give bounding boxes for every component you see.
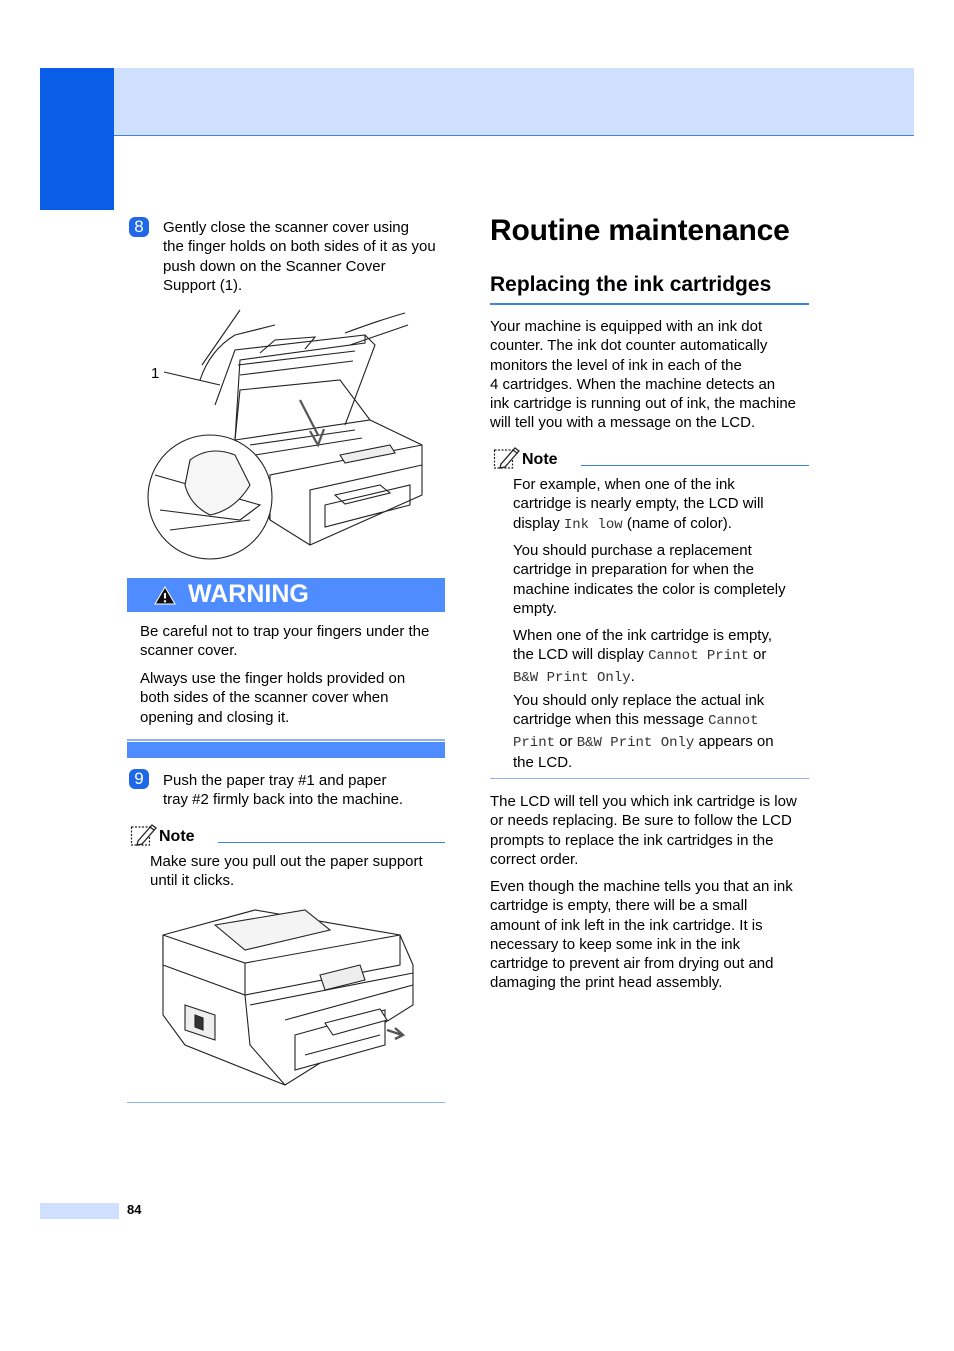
note-para-1: For example, when one of the ink cartridge is nearly empty, the LCD will display Ink low (name of color). [513,476,764,533]
printer-illustration [155,905,420,1090]
step-8-badge: 8 [129,217,149,237]
step-9-text: Push the paper tray #1 and paper tray #2 firmly back into the machine. [163,772,404,809]
note-text: Make sure you pull out the paper support until it clicks. [150,853,423,890]
note-para-4: You should only replace the actual ink cartridge when this message Cannot Print or B&W Print Only appears on the LCD. [513,692,774,771]
intro-paragraph: Your machine is equipped with an ink dot counter. The ink dot counter automatically monitors the level of ink in each of the 4 cartridges. When the machine detects an ink cartridge is running out of ink, the machine will tell you with a message on the LCD. [490,318,796,432]
page-title: Routine maintenance [490,214,790,247]
warning-bar [127,578,445,612]
note-para-3: When one of the ink cartridge is empty, the LCD will display Cannot Print or B&W Print Only. [513,627,773,686]
section-title-rule [490,303,809,305]
step-8-text: Gently close the scanner cover using the finger holds on both sides of it as you push down on the Scanner Cover Support (1). [163,219,436,294]
warning-para-1: Be careful not to trap your fingers under the scanner cover. [140,623,430,660]
note-para-2: You should purchase a replacement cartridge in preparation for when the machine indicates the color is completely empty. [513,542,786,617]
note-pencil-icon [493,446,521,470]
chapter-tab [40,68,114,210]
warning-title: WARNING [188,580,309,608]
warning-triangle-icon [154,586,176,605]
note-rule [218,842,445,843]
note-label: Note [159,828,195,845]
warning-end-rule [127,739,445,741]
scanner-cover-illustration [140,305,440,565]
note-end-rule [490,778,809,779]
footer-bar [40,1203,119,1219]
page-number: 84 [127,1202,142,1217]
left-bottom-rule [127,1102,445,1103]
lcd-paragraph: The LCD will tell you which ink cartridge is low or needs replacing. Be sure to follow the LCD prompts to replace the ink cartridges in the correct order. [490,793,797,868]
step-9-badge: 9 [129,769,149,789]
warning-end-bar [127,742,445,758]
section-title: Replacing the ink cartridges [490,273,772,296]
warning-para-2: Always use the finger holds provided on both sides of the scanner cover when opening and closing it. [140,670,406,726]
note-rule [581,465,809,466]
header-band [40,68,914,136]
note-pencil-icon [130,823,158,847]
ink-left-paragraph: Even though the machine tells you that an ink cartridge is empty, there will be a small amount of ink left in the ink cartridge. It is necessary to keep some ink in the ink cartridge to prevent air from drying out and damaging the print head assembly. [490,878,793,992]
note-label: Note [522,451,558,468]
callout-1: 1 [151,365,160,382]
